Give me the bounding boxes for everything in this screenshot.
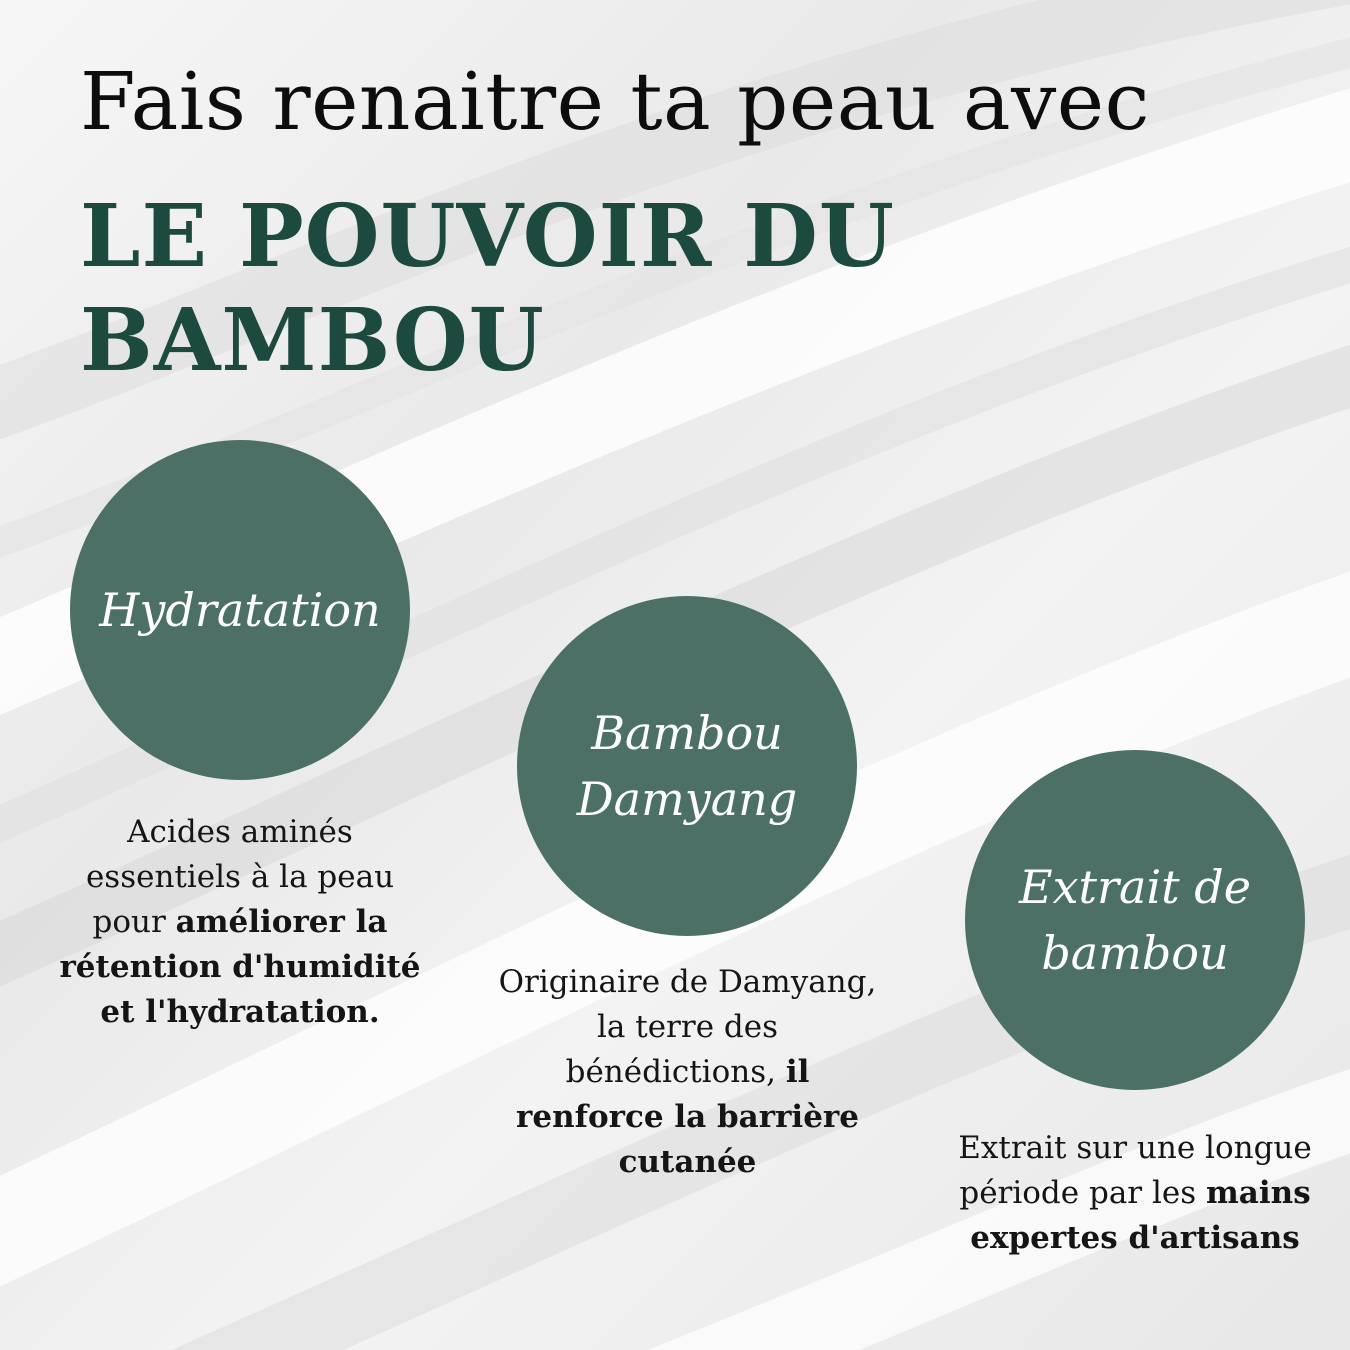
feature-circle-bambou-damyang	[517, 596, 857, 936]
description-emphasis: il renforce la barrière cutanée	[516, 1054, 859, 1180]
feature-title: Hydratation	[99, 583, 381, 637]
feature-description	[50, 810, 430, 1035]
description-emphasis: mains expertes d'artisans	[970, 1175, 1311, 1256]
main-headline: LE POUVOIR DU BAMBOU	[80, 186, 895, 391]
description-emphasis: améliorer la rétention d'humidité et l'hydratation.	[59, 904, 421, 1030]
feature-description	[950, 1126, 1320, 1261]
feature-circle-extrait-de-bambou	[965, 750, 1305, 1090]
feature-description	[490, 960, 885, 1185]
description-text: Acides aminés essentiels à la peau pour	[85, 814, 395, 940]
description-text: Extrait sur une longue période par les	[958, 1130, 1312, 1211]
feature-title: Bambou Damyang	[576, 706, 798, 826]
description-text: Originaire de Damyang, la terre des bénédictions,	[498, 964, 877, 1090]
feature-title: Extrait de bambou	[1019, 860, 1251, 980]
feature-circle-hydratation	[70, 440, 410, 780]
intro-heading: Fais renaitre ta peau avec	[80, 55, 1150, 148]
